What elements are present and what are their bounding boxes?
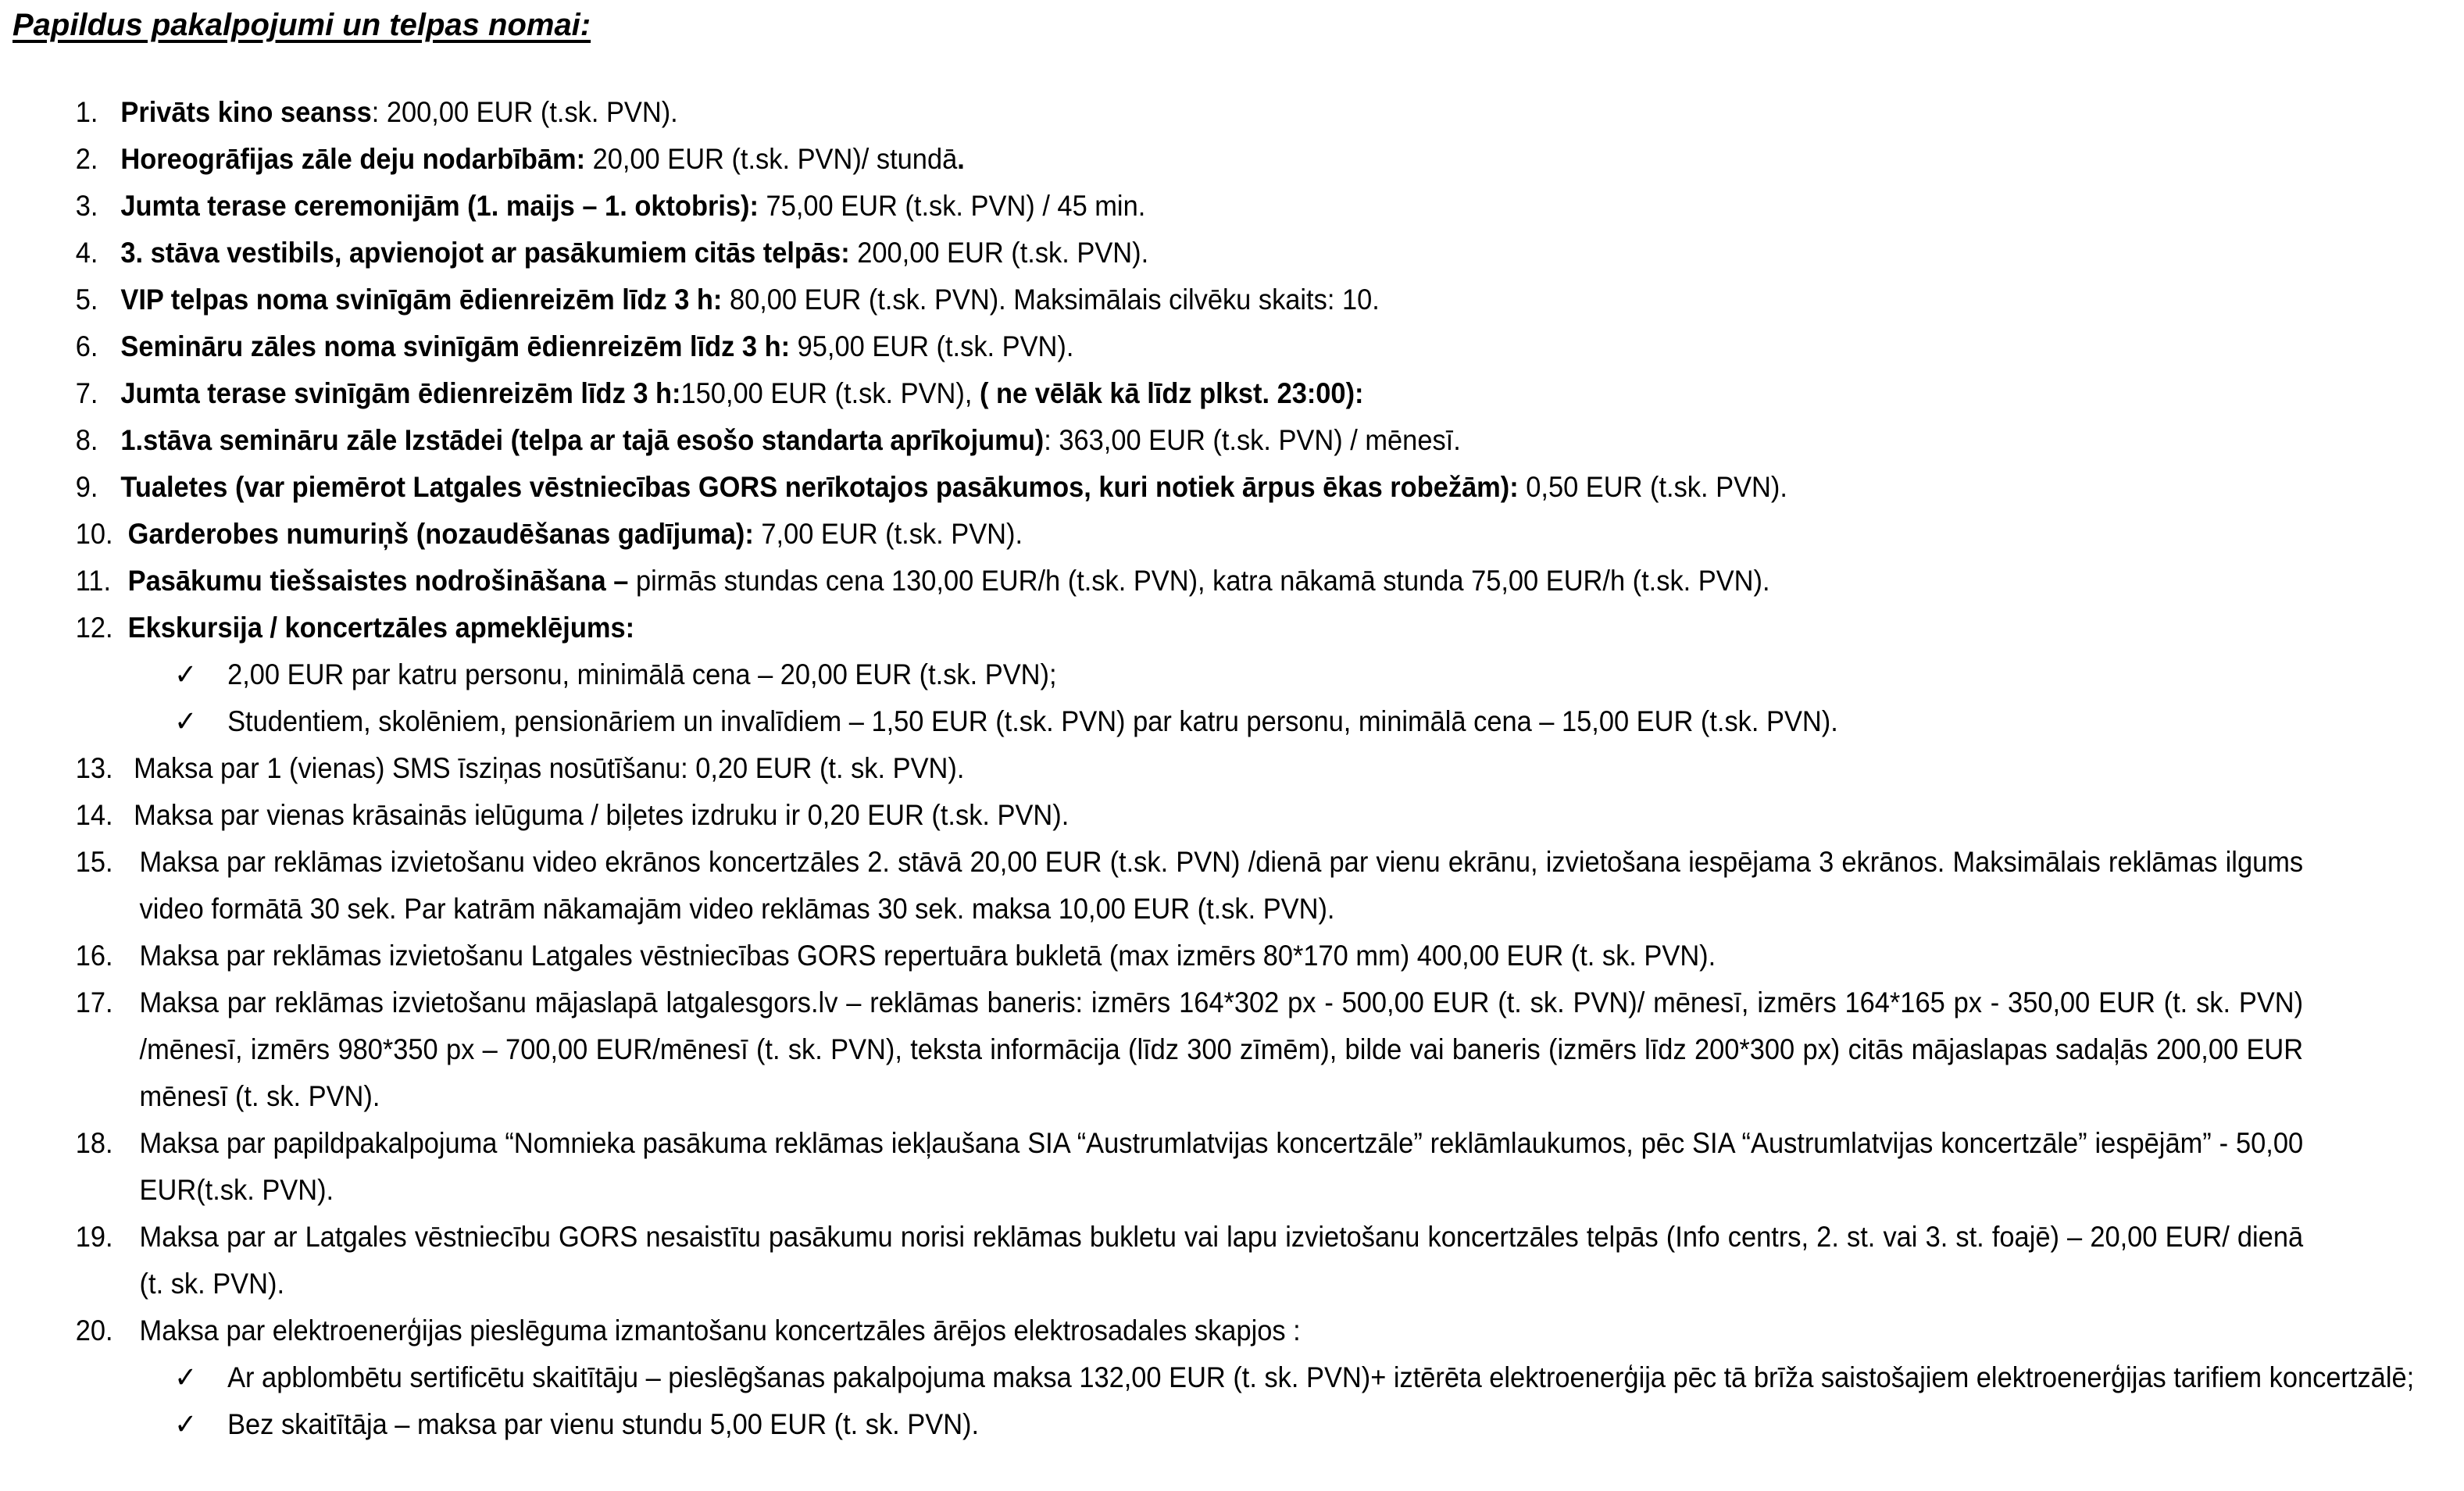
item-label: Privāts kino seanss [120,96,372,128]
list-item [0,792,2291,839]
item-number: 16. [75,940,113,972]
item-text: 80,00 EUR (t.sk. PVN). Maksimālais cilvēku skaits: 10. [722,284,1380,316]
services-list [0,89,2415,1448]
sub-list-item [0,698,2291,745]
sub-item-text: 2,00 EUR par katru personu, minimālā cena – 20,00 EUR (t.sk. PVN); [227,658,1057,690]
list-item [0,1307,2291,1354]
list-item [0,511,2291,558]
list-item [0,417,2291,464]
list-item [0,558,2291,605]
item-number: 14. [75,799,113,831]
item-label-end: ( ne vēlāk kā līdz plkst. 23:00): [979,377,1364,409]
item-text: 75,00 EUR (t.sk. PVN) / 45 min. [758,190,1146,222]
item-number: 4. [75,237,98,269]
list-item [0,839,2303,933]
item-label: Jumta terase ceremonijām (1. maijs – 1. oktobris): [120,190,759,222]
item-text: Maksa par 1 (vienas) SMS īsziņas nosūtīšanu: 0,20 EUR (t. sk. PVN). [134,752,965,784]
item-text: Maksa par reklāmas izvietošanu Latgales vēstniecības GORS repertuāra bukletā (max izmērs 80*170 mm) 400,00 EUR (t. sk. PVN). [139,940,1716,972]
sub-item-text: Bez skaitītāja – maksa par vienu stundu 5,00 EUR (t. sk. PVN). [227,1408,980,1440]
item-label: Ekskursija / koncertzāles apmeklējums: [127,612,635,644]
item-text: Maksa par vienas krāsainās ielūguma / biļetes izdruku ir 0,20 EUR (t.sk. PVN). [134,799,1070,831]
item-number: 3. [75,190,98,222]
list-item [0,323,2291,370]
list-item [0,605,2291,651]
list-item [0,1214,2303,1307]
item-number: 20. [75,1314,113,1347]
item-text: Maksa par reklāmas izvietošanu video ekrānos koncertzāles 2. stāvā 20,00 EUR (t.sk. PVN) /dienā par vienu ekrānu, izvietošana iespējama 3 ekrānos. Maksimālais reklāmas ilgums video formātā 30 sek. Par katrām nākamajām video reklāmas 30 sek. maksa 10,00 EUR (t.sk. PVN). [139,846,2304,925]
item-text: : 200,00 EUR (t.sk. PVN). [371,96,678,128]
item-number: 19. [75,1221,113,1253]
list-item [0,1120,2303,1214]
item-number: 2. [75,143,98,175]
sub-item-text: Studentiem, skolēniem, pensionāriem un invalīdiem – 1,50 EUR (t.sk. PVN) par katru personu, minimālā cena – 15,00 EUR (t.sk. PVN). [227,705,1838,737]
item-label: 3. stāva vestibils, apvienojot ar pasākumiem citās telpās: [120,237,850,269]
item-number: 9. [75,471,98,503]
item-text: Maksa par reklāmas izvietošanu mājaslapā latgalesgors.lv – reklāmas baneris: izmērs 164*302 px - 500,00 EUR (t. sk. PVN)/ mēnesī, izmērs 164*165 px - 350,00 EUR (t. sk. PVN) /mēnesī, izmērs 980*350 px – 700,00 EUR/mēnesī (t. sk. PVN), teksta informācija (līdz 300 zīmēm), bilde vai baneris (izmērs līdz 200*300 px) citās mājaslapas sadaļās 200,00 EUR mēnesī (t. sk. PVN). [139,986,2304,1112]
item-label-end: . [957,143,965,175]
checkmark-icon: ✓ [174,704,198,738]
sub-item-text: Ar apblombētu sertificētu skaitītāju – pieslēgšanas pakalpojuma maksa 132,00 EUR (t. sk. PVN)+ iztērēta elektroenerģija pēc tā brīža saistošajiem elektroenerģijas tarifiem koncertzālē; [227,1361,2415,1393]
item-number: 6. [75,330,98,362]
item-label: Tualetes (var piemērot Latgales vēstniecības GORS nerīkotajos pasākumos, kuri notiek ārpus ēkas robežām): [120,471,1519,503]
checkmark-icon: ✓ [174,1407,198,1441]
item-number: 17. [75,986,113,1018]
item-number: 13. [75,752,113,784]
item-label: Garderobes numuriņš (nozaudēšanas gadījuma): [127,518,754,550]
checkmark-icon: ✓ [174,1361,198,1394]
item-number: 18. [75,1127,113,1159]
checkmark-icon: ✓ [174,658,198,691]
item-label: VIP telpas noma svinīgām ēdienreizēm līdz 3 h: [120,284,723,316]
item-number: 7. [75,377,98,409]
item-label: Horeogrāfijas zāle deju nodarbībām: [120,143,586,175]
list-item [0,230,2291,276]
item-number: 12. [75,612,113,644]
item-number: 11. [75,565,112,597]
list-item [0,745,2291,792]
item-text: 7,00 EUR (t.sk. PVN). [753,518,1023,550]
item-label: 1.stāva semināru zāle Izstādei (telpa ar tajā esošo standarta aprīkojumu) [120,424,1045,456]
item-text: 95,00 EUR (t.sk. PVN). [790,330,1074,362]
sub-list-item [0,1401,2291,1448]
list-item [0,464,2291,511]
list-item [0,136,2291,183]
list-item [0,183,2291,230]
item-text: 200,00 EUR (t.sk. PVN). [849,237,1149,269]
item-number: 5. [75,284,98,316]
item-number: 10. [75,518,113,550]
item-text: Maksa par papildpakalpojuma “Nomnieka pasākuma reklāmas iekļaušana SIA “Austrumlatvijas koncertzāle” reklāmlaukumos, pēc SIA “Austrumlatvijas koncertzāle” iespējām” - 50,00 EUR(t.sk. PVN). [139,1127,2304,1206]
item-text: Maksa par ar Latgales vēstniecību GORS nesaistītu pasākumu norisi reklāmas bukletu vai lapu izvietošanu koncertzāles telpās (Info centrs, 2. st. vai 3. st. foajē) – 20,00 EUR/ dienā (t. sk. PVN). [139,1221,2304,1300]
item-number: 15. [75,846,113,878]
item-label: Jumta terase svinīgām ēdienreizēm līdz 3 h: [120,377,681,409]
sub-list-item [0,651,2291,698]
list-item [0,933,2291,979]
item-text: pirmās stundas cena 130,00 EUR/h (t.sk. PVN), katra nākamā stunda 75,00 EUR/h (t.sk. PVN). [628,565,1770,597]
item-number: 1. [75,96,98,128]
item-text: 150,00 EUR (t.sk. PVN), [680,377,980,409]
page-title: Papildus pakalpojumi un telpas nomai: [12,8,591,42]
item-text: : 363,00 EUR (t.sk. PVN) / mēnesī. [1044,424,1461,456]
item-text: Maksa par elektroenerģijas pieslēguma izmantošanu koncertzāles ārējos elektrosadales skapjos : [139,1314,1301,1347]
item-label: Semināru zāles noma svinīgām ēdienreizēm līdz 3 h: [120,330,791,362]
list-item [0,979,2303,1120]
list-item [0,89,2291,136]
item-label: Pasākumu tiešsaistes nodrošināšana – [127,565,629,597]
list-item [0,370,2291,417]
item-text: 0,50 EUR (t.sk. PVN). [1518,471,1787,503]
item-number: 8. [75,424,98,456]
list-item [0,276,2291,323]
sub-list-item [0,1354,2448,1401]
item-text: 20,00 EUR (t.sk. PVN)/ stundā [585,143,958,175]
